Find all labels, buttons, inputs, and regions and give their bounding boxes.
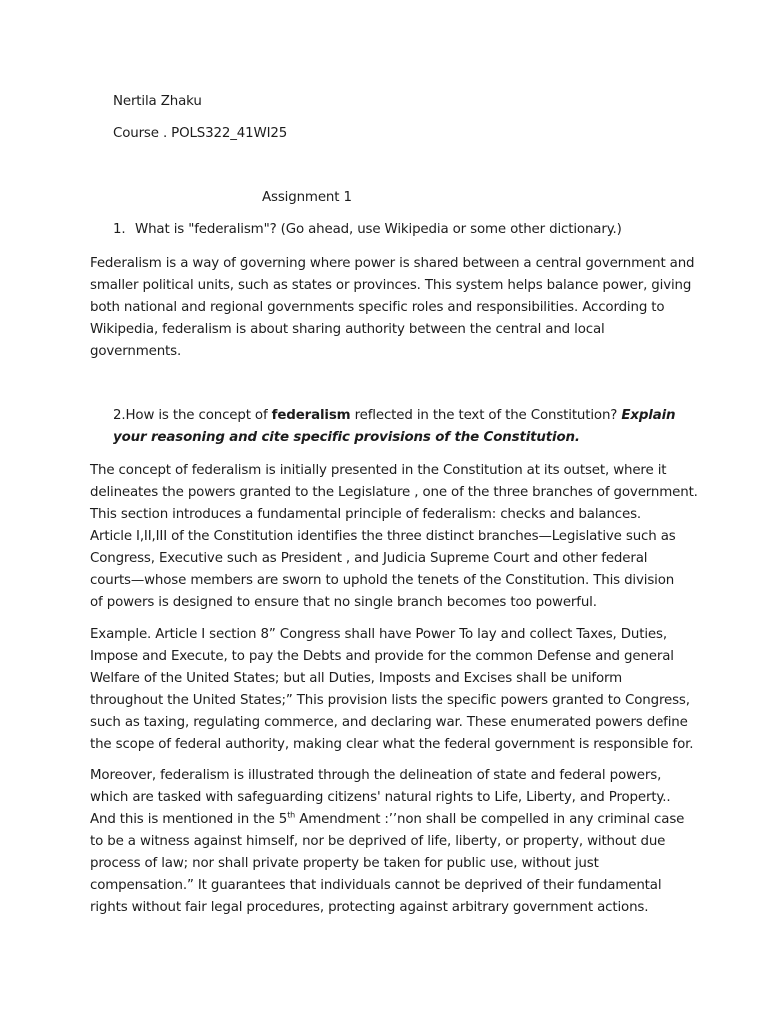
answer-1-line: Federalism is a way of governing where power is shared between a central government and	[90, 256, 695, 271]
question-1-text: What is "federalism"? (Go ahead, use Wikipedia or some other dictionary.)	[135, 222, 622, 237]
answer-2-paragraph-3	[90, 765, 690, 919]
answer-2-p2-line: Example. Article I section 8” Congress shall have Power To lay and collect Taxes, Duties,	[90, 627, 667, 642]
question-2-instruction-end: your reasoning and cite specific provisions of the Constitution.	[113, 430, 580, 445]
question-1	[113, 222, 622, 238]
answer-2-p3-line: to be a witness against himself, nor be deprived of life, liberty, or property, without due	[90, 834, 666, 849]
answer-2-p2-line: the scope of federal authority, making clear what the federal government is responsible for.	[90, 737, 694, 752]
answer-2-paragraph-2	[90, 624, 694, 756]
answer-2-p3-line: which are tasked with safeguarding citizens' natural rights to Life, Liberty, and Property..	[90, 790, 671, 805]
answer-2-p1-line: courts—whose members are sworn to uphold the tenets of the Constitution. This division	[90, 573, 675, 588]
answer-2-p2-line: Impose and Execute, to pay the Debts and provide for the common Defense and general	[90, 649, 674, 664]
answer-2-p1-line: Congress, Executive such as President , and Judicia Supreme Court and other federal	[90, 551, 648, 566]
question-2-bold-term: federalism	[271, 408, 351, 423]
amendment-text-after: Amendment :’’non shall be compelled in any criminal case	[295, 812, 685, 827]
answer-2-p3-line: process of law; nor shall private property be taken for public use, without just	[90, 856, 599, 871]
answer-2-p1-line: of powers is designed to ensure that no single branch becomes too powerful.	[90, 595, 597, 610]
answer-2-p1-line: This section introduces a fundamental principle of federalism: checks and balances.	[90, 507, 642, 522]
author-name: Nertila Zhaku	[113, 94, 202, 109]
answer-2-p1-line: delineates the powers granted to the Legislature , one of the three branches of government.	[90, 485, 698, 500]
question-2	[113, 405, 713, 449]
answer-2-p3-line: Moreover, federalism is illustrated through the delineation of state and federal powers,	[90, 768, 662, 783]
question-1-number: 1.	[113, 222, 126, 237]
assignment-title: Assignment 1	[262, 190, 352, 205]
answer-1-line: governments.	[90, 344, 182, 359]
amendment-text-before: And this is mentioned in the 5	[90, 812, 288, 827]
answer-2-p2-line: such as taxing, regulating commerce, and declaring war. These enumerated powers define	[90, 715, 688, 730]
question-2-prefix: 2.How is the concept of	[113, 408, 272, 423]
course-code: Course . POLS322_41WI25	[113, 126, 288, 141]
answer-2-p3-line: compensation.” It guarantees that individuals cannot be deprived of their fundamental	[90, 878, 662, 893]
ordinal-superscript: th	[287, 810, 296, 820]
answer-2-p2-line: throughout the United States;” This provision lists the specific powers granted to Congress,	[90, 693, 690, 708]
answer-2-p3-line: rights without fair legal procedures, protecting against arbitrary government actions.	[90, 900, 649, 915]
question-2-instruction-start: Explain	[621, 408, 676, 423]
answer-2-p3-line-amendment	[90, 809, 690, 831]
answer-1-line: smaller political units, such as states or provinces. This system helps balance power, giving	[90, 278, 692, 293]
answer-2-p2-line: Welfare of the United States; but all Duties, Imposts and Excises shall be uniform	[90, 671, 623, 686]
answer-1-paragraph	[90, 253, 695, 363]
answer-1-line: Wikipedia, federalism is about sharing authority between the central and local	[90, 322, 605, 337]
answer-2-p1-line: Article I,II,III of the Constitution identifies the three distinct branches—Legislative such as	[90, 529, 676, 544]
question-2-middle: reflected in the text of the Constitution?	[350, 408, 622, 423]
answer-1-line: both national and regional governments specific roles and responsibilities. According to	[90, 300, 665, 315]
question-2-line-1	[113, 405, 713, 427]
answer-2-p1-line: The concept of federalism is initially presented in the Constitution at its outset, where it	[90, 463, 667, 478]
answer-2-paragraph-1	[90, 460, 698, 614]
